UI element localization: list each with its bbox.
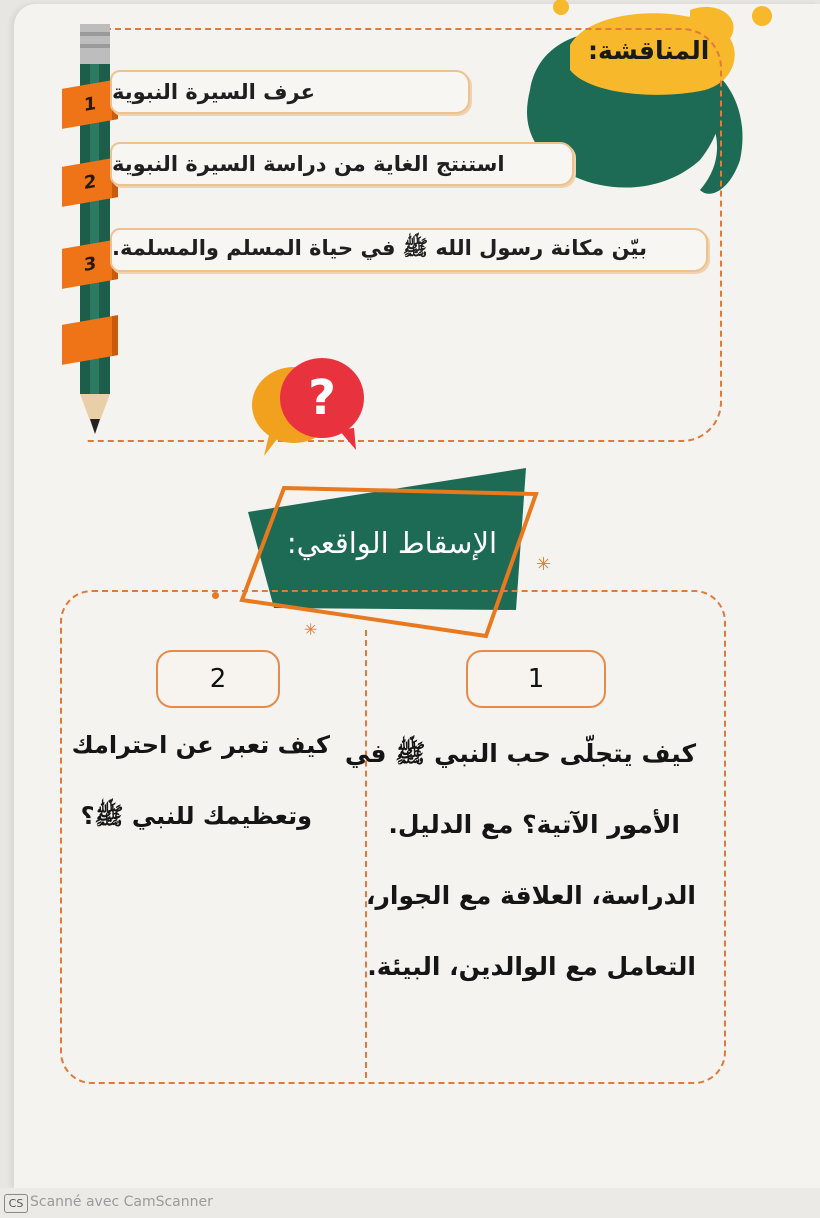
camscanner-logo: CS (4, 1194, 28, 1213)
discussion-item-1-text: عرف السيرة النبوية (112, 80, 315, 104)
application-title: الإسقاط الواقعي: (286, 526, 498, 560)
card-1-line-4: التعامل مع الوالدين، البيئة. (367, 952, 696, 981)
discussion-item-3-number-tag: 3 (62, 239, 118, 289)
sparkle-icon: ✳ (304, 620, 318, 639)
discussion-item-2 (110, 142, 574, 186)
discussion-item-1-number-tag: 1 (62, 79, 118, 129)
discussion-item-1 (110, 70, 470, 114)
camscanner-watermark: Scanné avec CamScanner (30, 1194, 213, 1210)
card-1-line-3: الدراسة، العلاقة مع الجوار، (366, 881, 696, 910)
discussion-item-2-text: استنتج الغاية من دراسة السيرة النبوية (112, 152, 505, 176)
discussion-item-3-text: بيّن مكانة رسول الله ﷺ في حياة المسلم والمسلمة. (112, 235, 647, 260)
question-mark-text: ? (308, 370, 336, 426)
card-2-question (71, 710, 330, 852)
question-bubble-icon (244, 350, 374, 460)
discussion-title: المناقشة: (588, 36, 710, 65)
card-1-number: 1 (466, 650, 606, 708)
card-1-line-1: كيف يتجلّى حب النبي ﷺ في (344, 739, 696, 768)
card-2-number: 2 (156, 650, 280, 708)
discussion-item-3 (110, 228, 708, 272)
card-1-question (344, 718, 696, 1002)
card-1-line-2: الأمور الآتية؟ مع الدليل. (388, 810, 680, 839)
sparkle-icon: ✳ (536, 554, 552, 575)
card-2-line-1: كيف تعبر عن احترامك (71, 731, 330, 759)
discussion-item-2-number-tag: 2 (62, 157, 118, 207)
column-divider (365, 630, 367, 1078)
card-2-line-2: وتعظيمك للنبي ﷺ؟ (80, 802, 312, 830)
